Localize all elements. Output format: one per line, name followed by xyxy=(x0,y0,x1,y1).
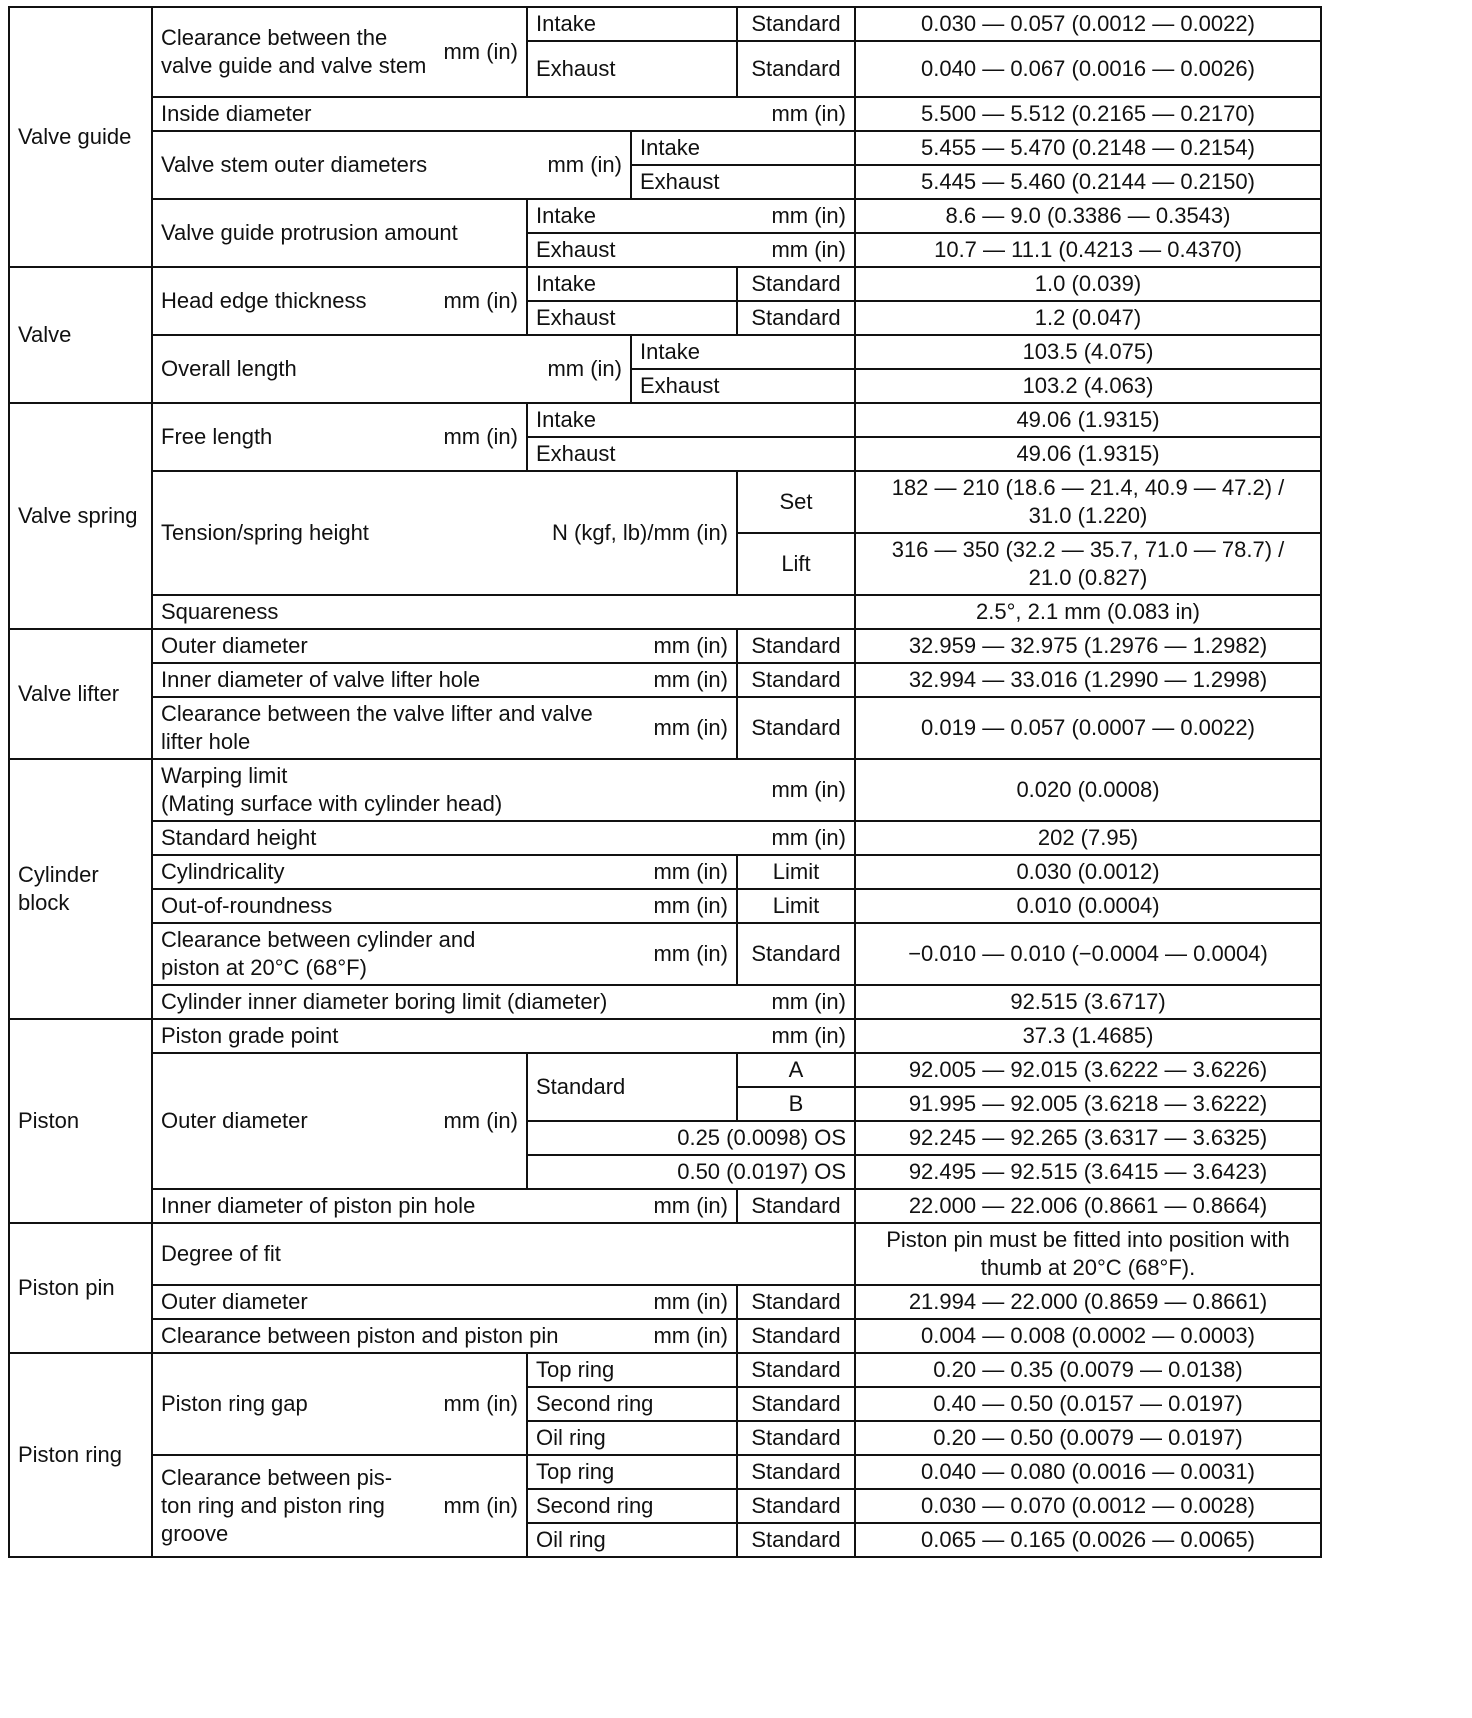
condition-cell: Standard xyxy=(737,697,855,759)
label-line: (Mating surface with cylinder head) xyxy=(161,791,503,816)
section-piston-ring: Piston ring xyxy=(9,1353,152,1557)
condition-text: Exhaust xyxy=(536,237,616,262)
condition-cell xyxy=(527,199,855,233)
value-cell: 5.500 — 5.512 (0.2165 — 0.2170) xyxy=(855,97,1321,131)
condition-cell: Second ring xyxy=(527,1387,737,1421)
param-label xyxy=(152,1019,855,1053)
table-row xyxy=(9,1223,1321,1285)
condition-cell: Standard xyxy=(737,7,855,41)
param-label-text xyxy=(161,762,502,818)
value-cell: 32.959 — 32.975 (1.2976 — 1.2982) xyxy=(855,629,1321,663)
section-valve: Valve xyxy=(9,267,152,403)
condition-cell: Standard xyxy=(737,267,855,301)
condition-cell: Standard xyxy=(737,923,855,985)
condition-text: Intake xyxy=(536,203,596,228)
condition-cell: Standard xyxy=(527,1053,737,1121)
param-label-text: Inside diameter xyxy=(161,101,312,126)
section-line: block xyxy=(18,890,70,915)
table-row xyxy=(9,889,1321,923)
value-cell: 0.030 — 0.057 (0.0012 — 0.0022) xyxy=(855,7,1321,41)
condition-cell: Standard xyxy=(737,1421,855,1455)
label-line: piston at 20°C (68°F) xyxy=(161,955,367,980)
unit-label: mm (in) xyxy=(771,237,846,262)
section-piston-pin: Piston pin xyxy=(9,1223,152,1353)
unit-label: mm (in) xyxy=(771,1023,846,1048)
section-piston: Piston xyxy=(9,1019,152,1223)
table-row xyxy=(9,923,1321,985)
unit-label: mm (in) xyxy=(653,1323,728,1348)
table-row xyxy=(9,985,1321,1019)
value-cell: 1.0 (0.039) xyxy=(855,267,1321,301)
param-label xyxy=(152,1353,527,1455)
value-cell: 103.5 (4.075) xyxy=(855,335,1321,369)
condition-cell: Limit xyxy=(737,855,855,889)
table-row xyxy=(9,855,1321,889)
param-label-text xyxy=(161,926,475,982)
value-cell: 0.40 — 0.50 (0.0157 — 0.0197) xyxy=(855,1387,1321,1421)
param-label xyxy=(152,985,855,1019)
value-cell: 0.040 — 0.067 (0.0016 — 0.0026) xyxy=(855,41,1321,97)
value-cell: 49.06 (1.9315) xyxy=(855,403,1321,437)
condition-cell: Top ring xyxy=(527,1353,737,1387)
condition-cell: Standard xyxy=(737,301,855,335)
section-cylinder-block xyxy=(9,759,152,1019)
section-line: Cylinder xyxy=(18,862,99,887)
condition-cell: Intake xyxy=(527,403,855,437)
param-label-text: Cylindricality xyxy=(161,859,285,884)
param-label xyxy=(152,267,527,335)
value-cell: 49.06 (1.9315) xyxy=(855,437,1321,471)
param-label xyxy=(152,923,737,985)
unit-label: mm (in) xyxy=(653,1289,728,1314)
value-line: 31.0 (1.220) xyxy=(1028,503,1148,528)
table-row xyxy=(9,7,1321,41)
unit-label: mm (in) xyxy=(653,667,728,692)
condition-cell: Standard xyxy=(737,1387,855,1421)
unit-label: mm (in) xyxy=(443,424,518,449)
unit-label: mm (in) xyxy=(547,152,622,177)
section-valve-guide: Valve guide xyxy=(9,7,152,267)
condition-cell: 0.50 (0.0197) OS xyxy=(527,1155,855,1189)
unit-label: mm (in) xyxy=(443,288,518,313)
condition-cell: Exhaust xyxy=(527,41,737,97)
table-row xyxy=(9,629,1321,663)
param-label xyxy=(152,7,527,97)
table-row xyxy=(9,403,1321,437)
value-cell: 91.995 — 92.005 (3.6218 — 3.6222) xyxy=(855,1087,1321,1121)
param-label xyxy=(152,1053,527,1189)
condition-cell: Standard xyxy=(737,1489,855,1523)
value-line: 21.0 (0.827) xyxy=(1028,565,1148,590)
value-line: 316 — 350 (32.2 — 35.7, 71.0 — 78.7) / xyxy=(891,537,1285,562)
value-cell: 0.030 (0.0012) xyxy=(855,855,1321,889)
unit-label: mm (in) xyxy=(771,203,846,228)
table-row xyxy=(9,131,1321,165)
param-label xyxy=(152,1455,527,1557)
unit-label: mm (in) xyxy=(771,825,846,850)
param-label xyxy=(152,759,855,821)
value-cell: 21.994 — 22.000 (0.8659 — 0.8661) xyxy=(855,1285,1321,1319)
value-cell: 0.065 — 0.165 (0.0026 — 0.0065) xyxy=(855,1523,1321,1557)
condition-cell: Limit xyxy=(737,889,855,923)
value-cell: 0.020 (0.0008) xyxy=(855,759,1321,821)
value-cell: 0.030 — 0.070 (0.0012 — 0.0028) xyxy=(855,1489,1321,1523)
unit-label: mm (in) xyxy=(443,1493,518,1518)
param-label-text: Tension/spring height xyxy=(161,520,369,545)
condition-cell: Intake xyxy=(631,131,855,165)
value-cell: 1.2 (0.047) xyxy=(855,301,1321,335)
value-cell: 22.000 — 22.006 (0.8661 — 0.8664) xyxy=(855,1189,1321,1223)
condition-cell: Standard xyxy=(737,1189,855,1223)
table-row xyxy=(9,1455,1321,1489)
value-cell: 0.019 — 0.057 (0.0007 — 0.0022) xyxy=(855,697,1321,759)
param-label-text: Piston grade point xyxy=(161,1023,339,1048)
param-label xyxy=(152,697,737,759)
param-label-text: Clearance between the valve guide and valve stem xyxy=(161,25,427,78)
table-row xyxy=(9,1353,1321,1387)
value-cell xyxy=(855,471,1321,533)
table-row xyxy=(9,1189,1321,1223)
condition-cell: Exhaust xyxy=(527,301,737,335)
condition-cell: Exhaust xyxy=(631,165,855,199)
table-row xyxy=(9,1019,1321,1053)
param-label xyxy=(152,855,737,889)
section-valve-spring: Valve spring xyxy=(9,403,152,629)
value-cell: 0.040 — 0.080 (0.0016 — 0.0031) xyxy=(855,1455,1321,1489)
value-cell: 92.515 (3.6717) xyxy=(855,985,1321,1019)
param-label xyxy=(152,335,631,403)
param-label xyxy=(152,821,855,855)
grade-cell: B xyxy=(737,1087,855,1121)
param-label-text: Head edge thickness xyxy=(161,288,367,313)
value-cell xyxy=(855,533,1321,595)
param-label-text: Outer diameter xyxy=(161,633,308,658)
param-label-text: Outer diameter xyxy=(161,1108,308,1133)
condition-cell: Oil ring xyxy=(527,1421,737,1455)
value-cell: 92.495 — 92.515 (3.6415 — 3.6423) xyxy=(855,1155,1321,1189)
unit-label: mm (in) xyxy=(771,777,846,802)
table-row xyxy=(9,267,1321,301)
condition-cell: Standard xyxy=(737,41,855,97)
value-line: 182 — 210 (18.6 — 21.4, 40.9 — 47.2) / xyxy=(891,475,1285,500)
value-line: Piston pin must be fitted into position with xyxy=(886,1227,1290,1252)
param-label xyxy=(152,629,737,663)
condition-cell: Intake xyxy=(527,267,737,301)
unit-label: mm (in) xyxy=(653,633,728,658)
value-line: thumb at 20°C (68°F). xyxy=(980,1255,1196,1280)
table-row xyxy=(9,1053,1321,1087)
table-row xyxy=(9,663,1321,697)
condition-cell: Standard xyxy=(737,663,855,697)
param-label: Squareness xyxy=(152,595,855,629)
value-cell: 92.245 — 92.265 (3.6317 — 3.6325) xyxy=(855,1121,1321,1155)
param-label-text: Overall length xyxy=(161,356,297,381)
param-label-text: Inner diameter of valve lifter hole xyxy=(161,667,481,692)
param-label-text: Cylinder inner diameter boring limit (diameter) xyxy=(161,989,608,1014)
param-label-text: Clearance between the valve lifter and valve lifter hole xyxy=(161,701,593,754)
value-cell: 8.6 — 9.0 (0.3386 — 0.3543) xyxy=(855,199,1321,233)
unit-label: mm (in) xyxy=(547,356,622,381)
value-cell: 0.010 (0.0004) xyxy=(855,889,1321,923)
param-label-text: Clearance between piston and piston pin xyxy=(161,1323,559,1348)
table-row xyxy=(9,335,1321,369)
condition-cell: Lift xyxy=(737,533,855,595)
label-line: ton ring and piston ring xyxy=(161,1493,385,1518)
table-row xyxy=(9,595,1321,629)
param-label-text: Inner diameter of piston pin hole xyxy=(161,1193,476,1218)
param-label-text: Valve stem outer diameters xyxy=(161,152,428,177)
condition-cell: Intake xyxy=(631,335,855,369)
unit-label: mm (in) xyxy=(443,1391,518,1416)
table-row xyxy=(9,1285,1321,1319)
condition-cell: Standard xyxy=(737,1353,855,1387)
value-cell: 202 (7.95) xyxy=(855,821,1321,855)
param-label xyxy=(152,97,855,131)
value-cell: 103.2 (4.063) xyxy=(855,369,1321,403)
table-row xyxy=(9,1319,1321,1353)
label-line: Clearance between pis- xyxy=(161,1465,393,1490)
value-cell: 2.5°, 2.1 mm (0.083 in) xyxy=(855,595,1321,629)
unit-label: mm (in) xyxy=(771,989,846,1014)
value-cell: −0.010 — 0.010 (−0.0004 — 0.0004) xyxy=(855,923,1321,985)
unit-label: mm (in) xyxy=(653,893,728,918)
value-cell: 32.994 — 33.016 (1.2990 — 1.2998) xyxy=(855,663,1321,697)
param-label xyxy=(152,403,527,471)
table-row xyxy=(9,199,1321,233)
value-cell: 92.005 — 92.015 (3.6222 — 3.6226) xyxy=(855,1053,1321,1087)
param-label-text: Outer diameter xyxy=(161,1289,308,1314)
label-line: Warping limit xyxy=(161,763,288,788)
condition-cell: Standard xyxy=(737,1455,855,1489)
label-line: groove xyxy=(161,1521,229,1546)
condition-cell: Second ring xyxy=(527,1489,737,1523)
table-row xyxy=(9,697,1321,759)
condition-cell: Set xyxy=(737,471,855,533)
condition-cell: Standard xyxy=(737,629,855,663)
unit-label: mm (in) xyxy=(653,859,728,884)
param-label-text: Piston ring gap xyxy=(161,1391,308,1416)
table-row xyxy=(9,821,1321,855)
param-label xyxy=(152,663,737,697)
unit-label: mm (in) xyxy=(653,1193,728,1218)
unit-label: N (kgf, lb)/mm (in) xyxy=(552,520,728,545)
value-cell xyxy=(855,1223,1321,1285)
unit-label: mm (in) xyxy=(653,715,728,740)
condition-cell: Intake xyxy=(527,7,737,41)
label-line: Clearance between cylinder and xyxy=(161,927,476,952)
condition-cell: Standard xyxy=(737,1523,855,1557)
spec-table xyxy=(8,6,1322,1558)
condition-cell: 0.25 (0.0098) OS xyxy=(527,1121,855,1155)
unit-label: mm (in) xyxy=(443,1108,518,1133)
value-cell: 0.20 — 0.35 (0.0079 — 0.0138) xyxy=(855,1353,1321,1387)
value-cell: 0.20 — 0.50 (0.0079 — 0.0197) xyxy=(855,1421,1321,1455)
table-row xyxy=(9,97,1321,131)
condition-cell: Exhaust xyxy=(631,369,855,403)
value-cell: 37.3 (1.4685) xyxy=(855,1019,1321,1053)
param-label xyxy=(152,1285,737,1319)
condition-cell: Oil ring xyxy=(527,1523,737,1557)
table-row xyxy=(9,759,1321,821)
param-label-text: Standard height xyxy=(161,825,317,850)
condition-cell: Top ring xyxy=(527,1455,737,1489)
param-label: Degree of fit xyxy=(152,1223,855,1285)
condition-cell: Exhaust xyxy=(527,437,855,471)
param-label-text: Free length xyxy=(161,424,273,449)
unit-label: mm (in) xyxy=(443,39,518,64)
param-label xyxy=(152,471,737,595)
condition-cell xyxy=(527,233,855,267)
grade-cell: A xyxy=(737,1053,855,1087)
param-label xyxy=(152,131,631,199)
value-cell: 5.455 — 5.470 (0.2148 — 0.2154) xyxy=(855,131,1321,165)
unit-label: mm (in) xyxy=(771,101,846,126)
param-label xyxy=(152,1189,737,1223)
param-label-text: Out-of-roundness xyxy=(161,893,333,918)
param-label-text xyxy=(161,1464,392,1548)
param-label xyxy=(152,1319,737,1353)
value-cell: 0.004 — 0.008 (0.0002 — 0.0003) xyxy=(855,1319,1321,1353)
condition-cell: Standard xyxy=(737,1285,855,1319)
table-row xyxy=(9,471,1321,533)
value-cell: 10.7 — 11.1 (0.4213 — 0.4370) xyxy=(855,233,1321,267)
unit-label: mm (in) xyxy=(653,941,728,966)
condition-cell: Standard xyxy=(737,1319,855,1353)
value-cell: 5.445 — 5.460 (0.2144 — 0.2150) xyxy=(855,165,1321,199)
param-label: Valve guide protrusion amount xyxy=(152,199,527,267)
param-label xyxy=(152,889,737,923)
section-valve-lifter: Valve lifter xyxy=(9,629,152,759)
